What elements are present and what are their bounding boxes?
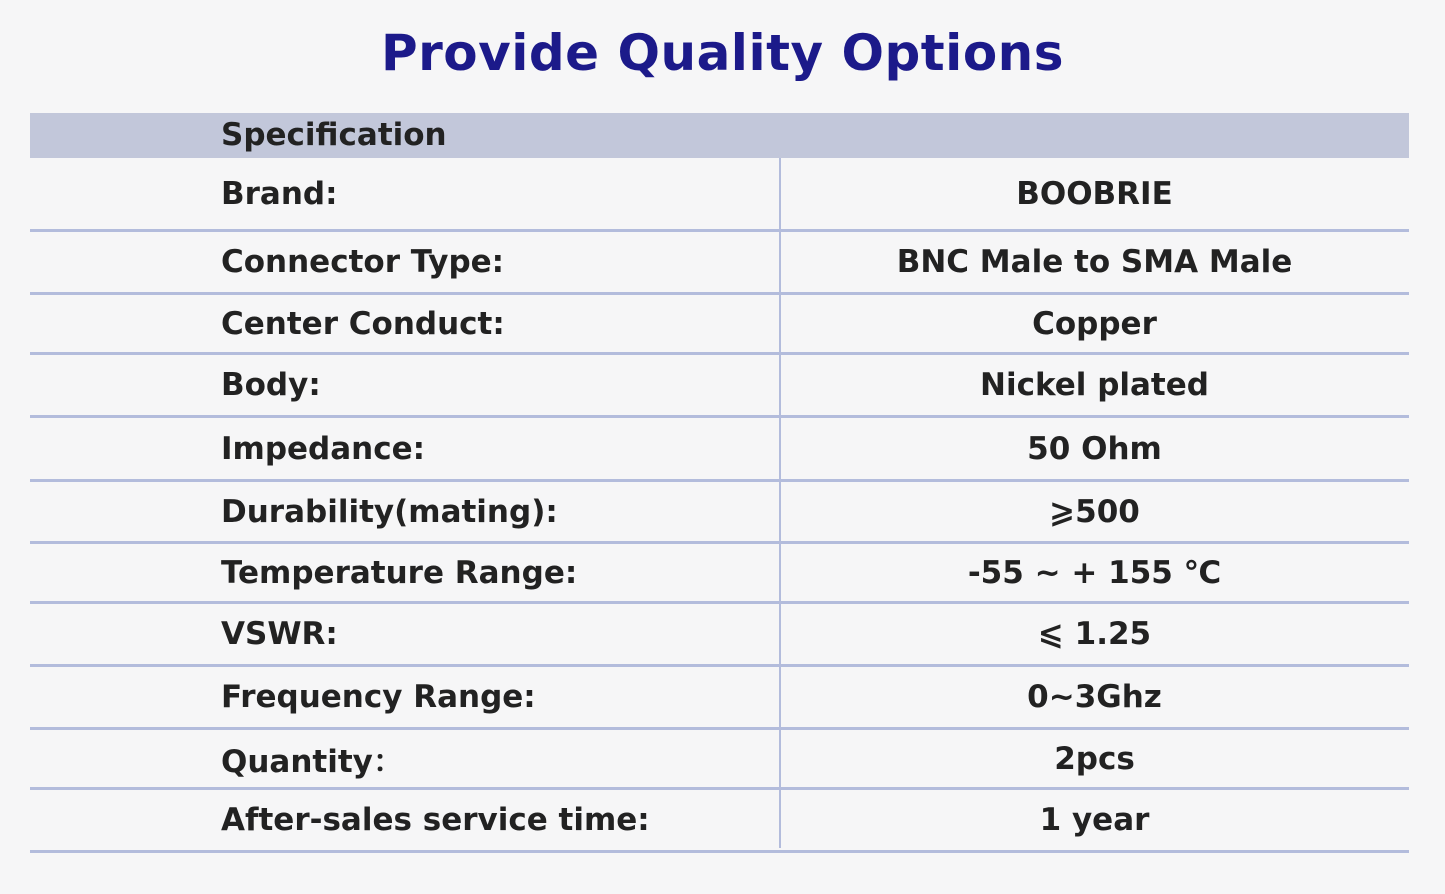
table-row [30,418,1409,482]
table-row [30,355,1409,418]
row-value: 1 year [1039,802,1150,838]
row-label: Center Conduct: [221,305,505,342]
table-header [30,113,1409,158]
table-row [30,544,1409,604]
table-row [30,667,1409,730]
column-divider [779,158,781,848]
table-row [30,730,1409,790]
row-label: Frequency Range: [221,679,536,715]
row-value: ⩾500 [1049,493,1140,530]
row-value: ⩽ 1.25 [1037,616,1152,652]
row-value: -55 ~ + 155 ℃ [967,554,1222,591]
spec-table [30,113,1409,853]
page-title: Provide Quality Options [380,24,1065,82]
row-value: BOOBRIE [1016,175,1173,212]
table-row [30,482,1409,544]
table-row [30,232,1409,295]
row-label: Connector Type: [221,244,505,280]
table-header-label: Specification [221,117,447,153]
row-label: Body: [221,367,321,403]
table-row [30,790,1409,853]
table-row [30,158,1409,232]
row-label: Durability(mating): [221,493,558,530]
table-row [30,295,1409,355]
row-value: 2pcs [1054,740,1135,777]
row-label: After-sales service time: [221,802,650,838]
row-label: VSWR: [221,616,338,652]
row-label: Temperature Range: [221,554,578,591]
row-value: 0~3Ghz [1027,679,1162,715]
row-value: 50 Ohm [1027,430,1162,467]
row-label: Impedance: [221,430,426,467]
row-value: Copper [1032,305,1157,342]
row-value: BNC Male to SMA Male [896,244,1293,280]
table-row [30,604,1409,667]
row-label: Quantity： [221,744,404,780]
row-label: Brand: [221,175,338,212]
row-value: Nickel plated [980,367,1209,403]
